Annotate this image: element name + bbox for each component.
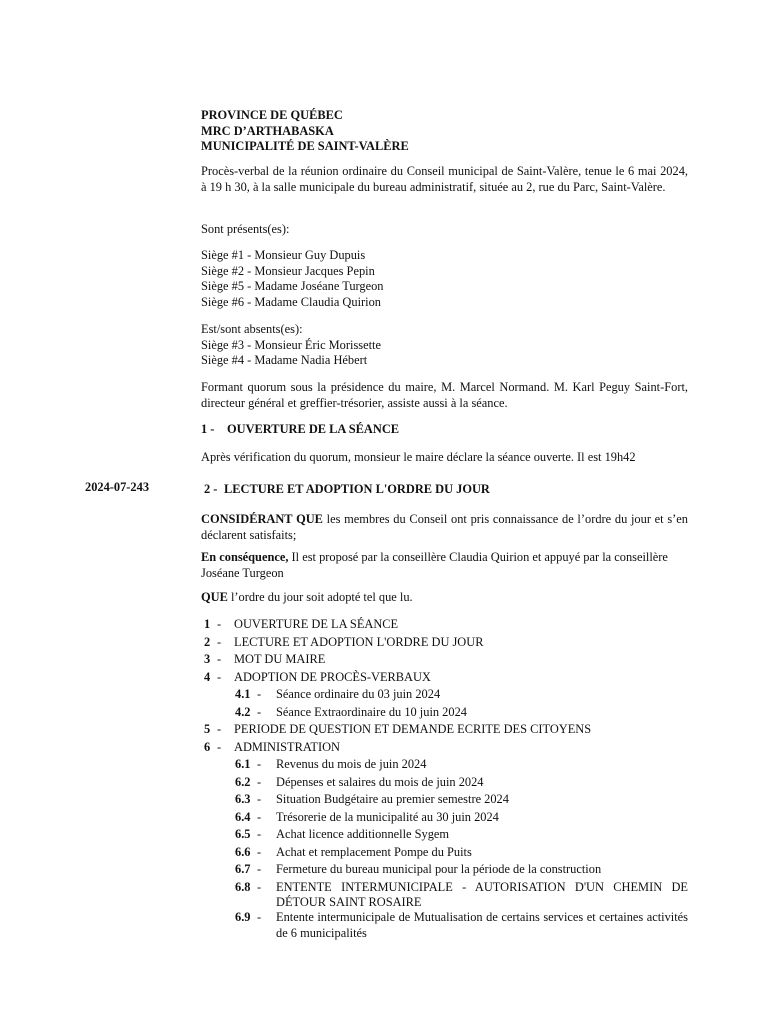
agenda-item-dash: - xyxy=(257,704,262,719)
agenda-item-dash: - xyxy=(257,792,262,806)
agenda-item-number: 6.7 xyxy=(235,862,251,876)
present-label: Sont présents(es): xyxy=(201,222,290,236)
present-member: Siège #2 - Monsieur Jacques Pepin xyxy=(201,263,375,278)
agenda-item-number: 6.9 xyxy=(235,910,251,924)
present-member: Siège #5 - Madame Joséane Turgeon xyxy=(201,279,384,293)
agenda-item-text: Entente intermunicipale de Mutualisation de certains services et certaines activités de 6 municipalités xyxy=(276,910,688,940)
agenda-item-number: 6.6 xyxy=(235,844,251,859)
absent-label: Est/sont absents(es): xyxy=(201,322,303,336)
considerant-keyword: CONSIDÉRANT QUE xyxy=(201,512,323,526)
agenda-item-text: Séance Extraordinaire du 10 juin 2024 xyxy=(276,704,467,719)
agenda-item-text: Fermeture du bureau municipal pour la période de la construction xyxy=(276,862,602,876)
considerant-text: les membres du Conseil ont pris connaissance de l’ordre du jour et s’en déclarent satisfaits; xyxy=(201,512,688,542)
agenda-item-number: 4 xyxy=(204,669,211,684)
consequence-keyword: En conséquence, xyxy=(201,550,289,564)
agenda-item-text: Séance ordinaire du 03 juin 2024 xyxy=(276,687,441,701)
agenda-list xyxy=(201,617,688,947)
resolution-number: 2024-07-243 xyxy=(85,480,150,494)
consequence-text: Il est proposé par la conseillère Claudia Quirion et appuyé par la conseillère Joséane Turgeon xyxy=(201,550,668,580)
absent-member: Siège #4 - Madame Nadia Hébert xyxy=(201,353,368,367)
intro-paragraph: Procès-verbal de la réunion ordinaire du Conseil municipal de Saint-Valère, tenue le 6 mai 2024, à 19 h 30, à la salle municipale du bureau administratif, située au 2, rue du Parc, Saint-Valère. xyxy=(201,164,688,194)
absent-member: Siège #3 - Monsieur Éric Morissette xyxy=(201,337,381,352)
agenda-item-text: Achat licence additionnelle Sygem xyxy=(276,827,450,841)
agenda-item-dash: - xyxy=(257,774,262,789)
agenda-item-dash: - xyxy=(217,722,222,736)
consequence-paragraph xyxy=(201,550,688,581)
agenda-item-number: 5 xyxy=(204,722,211,736)
agenda-item-text: Revenus du mois de juin 2024 xyxy=(276,757,427,771)
agenda-item-text: PERIODE DE QUESTION ET DEMANDE ECRITE DES CITOYENS xyxy=(234,722,592,736)
que-text: l’ordre du jour soit adopté tel que lu. xyxy=(227,590,413,604)
agenda-item-text: Trésorerie de la municipalité au 30 juin 2024 xyxy=(276,809,499,824)
agenda-item-number: 6.4 xyxy=(235,809,251,824)
que-keyword: QUE xyxy=(201,590,228,604)
agenda-item-dash: - xyxy=(257,879,262,894)
agenda-item-number: 6.1 xyxy=(235,757,251,771)
agenda-item-text: OUVERTURE DE LA SÉANCE xyxy=(234,617,399,631)
section-2-heading xyxy=(204,482,691,498)
agenda-item-number: 3 xyxy=(204,652,211,666)
agenda-item-number: 6.3 xyxy=(235,792,251,806)
present-member: Siège #6 - Madame Claudia Quirion xyxy=(201,294,381,309)
section-title: OUVERTURE DE LA SÉANCE xyxy=(227,422,400,436)
agenda-item-text: ENTENTE INTERMUNICIPALE - AUTORISATION D'UN CHEMIN DE DÉTOUR SAINT ROSAIRE xyxy=(276,879,688,909)
agenda-item-dash: - xyxy=(217,739,222,754)
agenda-item-dash: - xyxy=(217,669,222,684)
considerant-paragraph xyxy=(201,512,688,543)
agenda-item-dash: - xyxy=(257,910,262,924)
section-number: 1 - xyxy=(201,422,215,436)
section-1-text: Après vérification du quorum, monsieur le maire déclare la séance ouverte. Il est 19h42 xyxy=(201,450,636,464)
agenda-item-text: MOT DU MAIRE xyxy=(234,652,326,666)
agenda-item-number: 1 xyxy=(204,617,211,631)
agenda-item-dash: - xyxy=(257,687,262,701)
section-title: LECTURE ET ADOPTION L'ORDRE DU JOUR xyxy=(224,482,490,496)
agenda-item-dash: - xyxy=(217,652,222,666)
agenda-item-number: 6 xyxy=(204,739,211,754)
agenda-item-dash: - xyxy=(257,757,262,771)
agenda-item-dash: - xyxy=(217,617,222,631)
present-member: Siège #1 - Monsieur Guy Dupuis xyxy=(201,248,366,262)
agenda-item-text: LECTURE ET ADOPTION L'ORDRE DU JOUR xyxy=(234,634,484,649)
section-1-heading xyxy=(201,422,688,438)
header-province: PROVINCE DE QUÉBEC xyxy=(201,108,343,122)
agenda-item-number: 4.2 xyxy=(235,704,251,719)
agenda-item-text: Achat et remplacement Pompe du Puits xyxy=(276,844,472,859)
agenda-item-dash: - xyxy=(257,809,262,824)
header-mrc: MRC D’ARTHABASKA xyxy=(201,123,334,138)
section-number: 2 - xyxy=(204,482,218,496)
agenda-item-text: Situation Budgétaire au premier semestre 2024 xyxy=(276,792,509,806)
agenda-item-dash: - xyxy=(257,827,262,841)
agenda-item-number: 2 xyxy=(204,634,211,649)
agenda-item-number: 6.8 xyxy=(235,879,251,894)
agenda-item-number: 6.5 xyxy=(235,827,251,841)
document-header xyxy=(201,108,688,155)
agenda-item-dash: - xyxy=(217,634,222,649)
quorum-paragraph: Formant quorum sous la présidence du maire, M. Marcel Normand. M. Karl Peguy Saint-Fort, directeur général et greffier-trésorier, assiste aussi à la séance. xyxy=(201,380,688,410)
absent-list xyxy=(201,322,688,369)
agenda-item-dash: - xyxy=(257,862,262,876)
present-list xyxy=(201,248,688,310)
agenda-item-number: 6.2 xyxy=(235,774,251,789)
agenda-item-text: ADOPTION DE PROCÈS-VERBAUX xyxy=(234,669,431,684)
agenda-item-text: Dépenses et salaires du mois de juin 2024 xyxy=(276,774,484,789)
agenda-item-number: 4.1 xyxy=(235,687,251,701)
agenda-item-dash: - xyxy=(257,844,262,859)
que-paragraph xyxy=(201,590,688,606)
agenda-item-text: ADMINISTRATION xyxy=(234,739,341,754)
header-municipality: MUNICIPALITÉ DE SAINT-VALÈRE xyxy=(201,139,409,153)
